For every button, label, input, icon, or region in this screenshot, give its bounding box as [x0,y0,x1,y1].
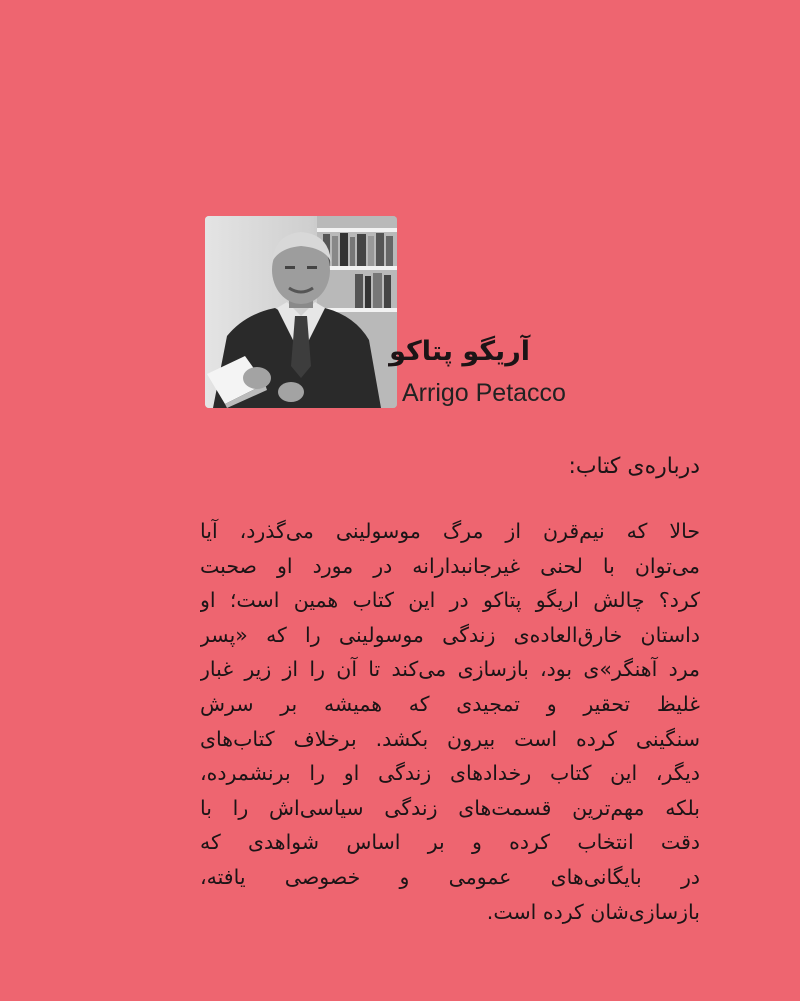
author-name-english: Arrigo Petacco [402,379,566,407]
author-portrait-image [205,216,397,408]
description-line: حالا که نیم‌قرن از مرگ موسولینی می‌گذرد، آیا [200,519,700,543]
description-line: بازسازی‌شان کرده است. [486,899,700,924]
author-photo [205,216,397,408]
description-line: داستان خارق‌العاده‌ی زندگی موسولینی را که «پسر [200,622,700,647]
description-line: دیگر، این کتاب رخدادهای زندگی او را برنشمرده، [200,761,700,786]
description-line: دقت انتخاب کرده و بر اساس شواهدی که [200,830,700,855]
about-book-heading: درباره‌ی کتاب: [568,454,700,479]
description-line: در بایگانی‌های عمومی و خصوصی یافته، [200,864,700,889]
description-line: بلکه مهم‌ترین قسمت‌های زندگی سیاسی‌اش را با [200,795,700,820]
description-line: کرد؟ چالش اریگو پتاکو در این کتاب همین است؛ او [200,588,700,613]
description-line: سنگینی کرده است بیرون بکشد. برخلاف کتاب‌های [200,726,700,751]
description-line: می‌توان با لحنی غیرجانبدارانه در مورد او صحبت [200,553,700,578]
description-line: مرد آهنگر»ی بود، بازسازی می‌کند تا آن را از زیر غبار [200,657,700,682]
author-name-persian: آریگو پتاکو [389,336,530,367]
description-line: غلیظ تحقیر و تمجیدی که همیشه بر سرش [200,691,700,716]
book-description [200,514,700,929]
